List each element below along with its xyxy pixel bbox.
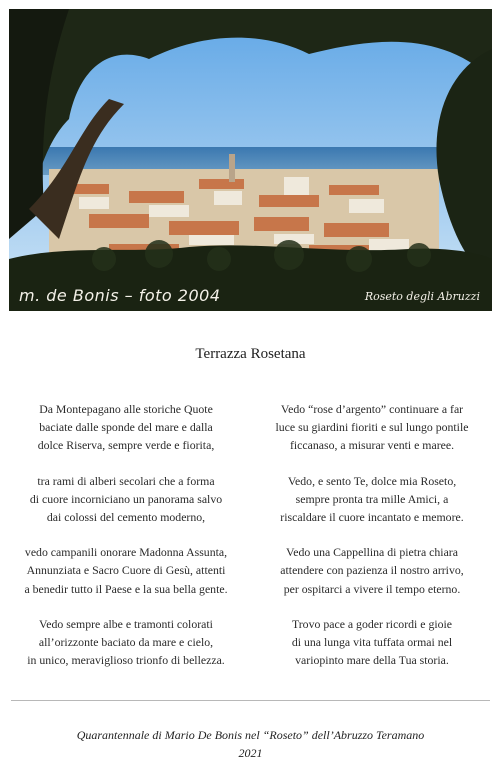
poem-line: di cuore incorniciano un panorama salvo xyxy=(29,491,223,506)
panorama-illustration xyxy=(9,9,492,311)
poem-stanza xyxy=(252,615,492,670)
poem-title: Terrazza Rosetana xyxy=(195,346,306,362)
poem-line: Vedo sempre albe e tramonti colorati xyxy=(39,616,213,631)
poem-stanza xyxy=(6,543,246,598)
poem-line: ficcanaso, a misurar venti e maree. xyxy=(289,438,455,453)
poem-line: variopinto mare della Tua storia. xyxy=(295,653,449,668)
poem-stanza xyxy=(6,615,246,670)
poem-stanza xyxy=(252,400,492,455)
poem-line: sempre pronta tra mille Amici, a xyxy=(295,491,449,506)
poem-left-column xyxy=(6,400,246,686)
poem-line: per ospitarci a vivere il tempo eterno. xyxy=(283,581,461,596)
panorama-photo xyxy=(9,9,492,311)
poem-stanza xyxy=(6,472,246,527)
poem-line: di una lunga vita tuffata ormai nel xyxy=(291,635,453,650)
poem-line: vedo campanili onorare Madonna Assunta, xyxy=(24,545,228,560)
footer xyxy=(0,726,501,762)
poem-line: Da Montepagano alle storiche Quote xyxy=(39,402,213,416)
bell-tower xyxy=(229,154,235,182)
poem-line: a benedir tutto il Paese e la sua bella gente. xyxy=(24,581,228,596)
photo-location-caption: Roseto degli Abruzzi xyxy=(364,290,480,303)
poem-line: tra rami di alberi secolari che a forma xyxy=(37,473,215,488)
poem-line: in unico, meraviglioso trionfo di bellezza. xyxy=(27,653,225,668)
poem-line: Vedo “rose d’argento” continuare a far xyxy=(280,402,464,416)
poem-stanza xyxy=(252,543,492,598)
footer-divider xyxy=(11,700,490,701)
poem-stanza xyxy=(6,400,246,455)
poem-line: Vedo, e sento Te, dolce mia Roseto, xyxy=(287,473,457,488)
poem-line: riscaldare il cuore incantato e memore. xyxy=(280,510,464,525)
poem-line: Annunziata e Sacro Cuore di Gesù, attenti xyxy=(26,563,226,578)
poem-line: baciate dalle sponde del mare e dalla xyxy=(39,420,213,435)
poem-line: all’orizzonte baciato da mare e cielo, xyxy=(38,635,214,650)
poem-stanza xyxy=(252,472,492,527)
poem-line: Trovo pace a goder ricordi e gioie xyxy=(291,616,453,631)
photo-signature: m. de Bonis – foto 2004 xyxy=(19,286,221,305)
poem-line: Vedo una Cappellina di pietra chiara xyxy=(286,545,458,560)
poem-line: luce su giardini fioriti e sul lungo pontile xyxy=(275,420,469,435)
poem-line: dolce Riserva, sempre verde e fiorita, xyxy=(37,438,215,453)
footer-year: 2021 xyxy=(238,746,263,760)
poem-line: attendere con pazienza il nostro arrivo, xyxy=(280,563,464,578)
poem-right-column xyxy=(252,400,492,686)
poem-line: dai colossi del cemento moderno, xyxy=(46,510,206,525)
footer-dedication: Quarantennale di Mario De Bonis nel “Roseto” dell’Abruzzo Teramano xyxy=(76,728,425,742)
